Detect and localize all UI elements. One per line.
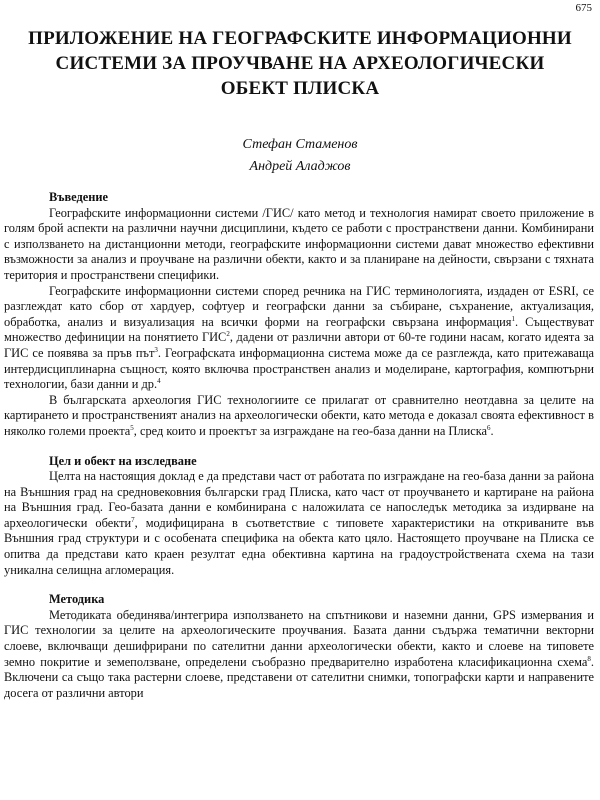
text-run: , модифицирана в съответствие с типовете характеристики на откриваните във Външния град структури и с особената специфика на обекта като цяло. Настоящето проучване на Плиска се опитва да представи като краен резултат една обективна картина на градоустройствената схема на тази уникална селищна агломерация. bbox=[4, 515, 595, 577]
section-heading-method: Методика bbox=[49, 592, 105, 607]
method-paragraph-1 bbox=[4, 608, 594, 702]
authors bbox=[0, 134, 600, 178]
footnote-ref: 2 bbox=[226, 330, 230, 339]
section-spacer bbox=[4, 440, 594, 454]
page-number: 675 bbox=[575, 2, 592, 14]
footnote-ref: 4 bbox=[157, 377, 161, 385]
paper-body bbox=[4, 190, 594, 701]
text-run: . Включени са също така растерни слоеве, представени от сателитни снимки, топографски карти и направените досега от различни автори bbox=[4, 654, 594, 700]
text-run: . Географската информационна система може да се разглежда, като притежаваща интердисциплинарна същност, която включва пространствен анализ и моделиране, картография, компютърни технологии, бази данни и др. bbox=[4, 345, 594, 392]
text-run: , сред които и проектът за изграждане на гео-база данни на Плиска bbox=[133, 423, 488, 438]
text-run: Географските информационни системи според речника на ГИС терминологията, издаден от ESRI, се разглеждат като сбор от хардуер, софтуер и географски данни за събиране, съхранение, актуализация, обработка, анализ и визуализация на всички форми на географски свързана информация bbox=[4, 283, 594, 329]
footnote-ref: 5 bbox=[130, 423, 134, 432]
footnote-ref: 1 bbox=[511, 314, 515, 323]
text-run: . Съществуват множество дефиниции на понятието ГИС bbox=[4, 314, 594, 345]
author-2: Андрей Аладжов bbox=[249, 159, 351, 174]
intro-paragraph-1: Географските информационни системи /ГИС/ като метод и технология намират своето приложение в голям брой аспекти на различни научни дисциплини, където се работи с пространствени данни. Комбинирани с използването на дистанционни методи, географските информационни системи дават множество ефективни възможности за анализ и проучване на различни обекти, както и за планиране на дейности, свързани с тяхната територия и пространствени специфики. bbox=[4, 205, 594, 282]
section-heading-goal: Цел и обект на изследване bbox=[49, 453, 197, 468]
title-line-1: ПРИЛОЖЕНИЕ НА ГЕОГРАФСКИТЕ ИНФОРМАЦИОННИ bbox=[28, 28, 572, 49]
section-spacer bbox=[4, 578, 594, 592]
text-run: Методиката обединява/интегрира използването на спътникови и наземни данни, GPS измервания и ГИС технологии за целите на археологическите проучвания. Базата данни съдържа тематични векторни слоеве, включващи дешифрирани по сателитни данни археологически обекти, както и слоеве на типовете земно покритие и земеползване, определени съобразно предварително изработена класификационна схема bbox=[4, 607, 594, 669]
title-line-2: СИСТЕМИ ЗА ПРОУЧВАНЕ НА АРХЕОЛОГИЧЕСКИ bbox=[55, 53, 545, 74]
footnote-ref: 8 bbox=[587, 654, 591, 663]
paper-title bbox=[0, 26, 600, 101]
author-1: Стефан Стаменов bbox=[242, 137, 358, 152]
title-line-3: ОБЕКТ ПЛИСКА bbox=[220, 78, 380, 99]
text-run: В българската археология ГИС технологиите се прилагат от сравнително неотдавна за целите на картирането и пространственият анализ на археологически обекти, като метода е доказал своята ефективност в няколко големи проекта bbox=[4, 392, 594, 438]
text-run: . bbox=[490, 423, 494, 438]
text-run: Целта на настоящия доклад е да представи част от работата по изграждане на гео-база данни за района на Външния град на средновековния български град Плиска, като част от проучването и картиране на района на Външния град. Гео-базата данни е комбинирана с наложилата се напоследък методика за издирване на археологически обекти bbox=[4, 469, 594, 530]
footnote-ref: 6 bbox=[487, 423, 491, 432]
footnote-ref: 3 bbox=[154, 345, 158, 354]
text-run: , дадени от различни автори от 60-те години насам, когато идеята за ГИС се появява за пръв път bbox=[4, 330, 594, 360]
footnote-ref: 7 bbox=[131, 515, 135, 524]
section-heading-intro: Въведение bbox=[49, 190, 109, 204]
goal-paragraph-1 bbox=[4, 469, 594, 578]
intro-paragraph-3 bbox=[4, 393, 594, 440]
intro-paragraph-2 bbox=[4, 284, 594, 393]
